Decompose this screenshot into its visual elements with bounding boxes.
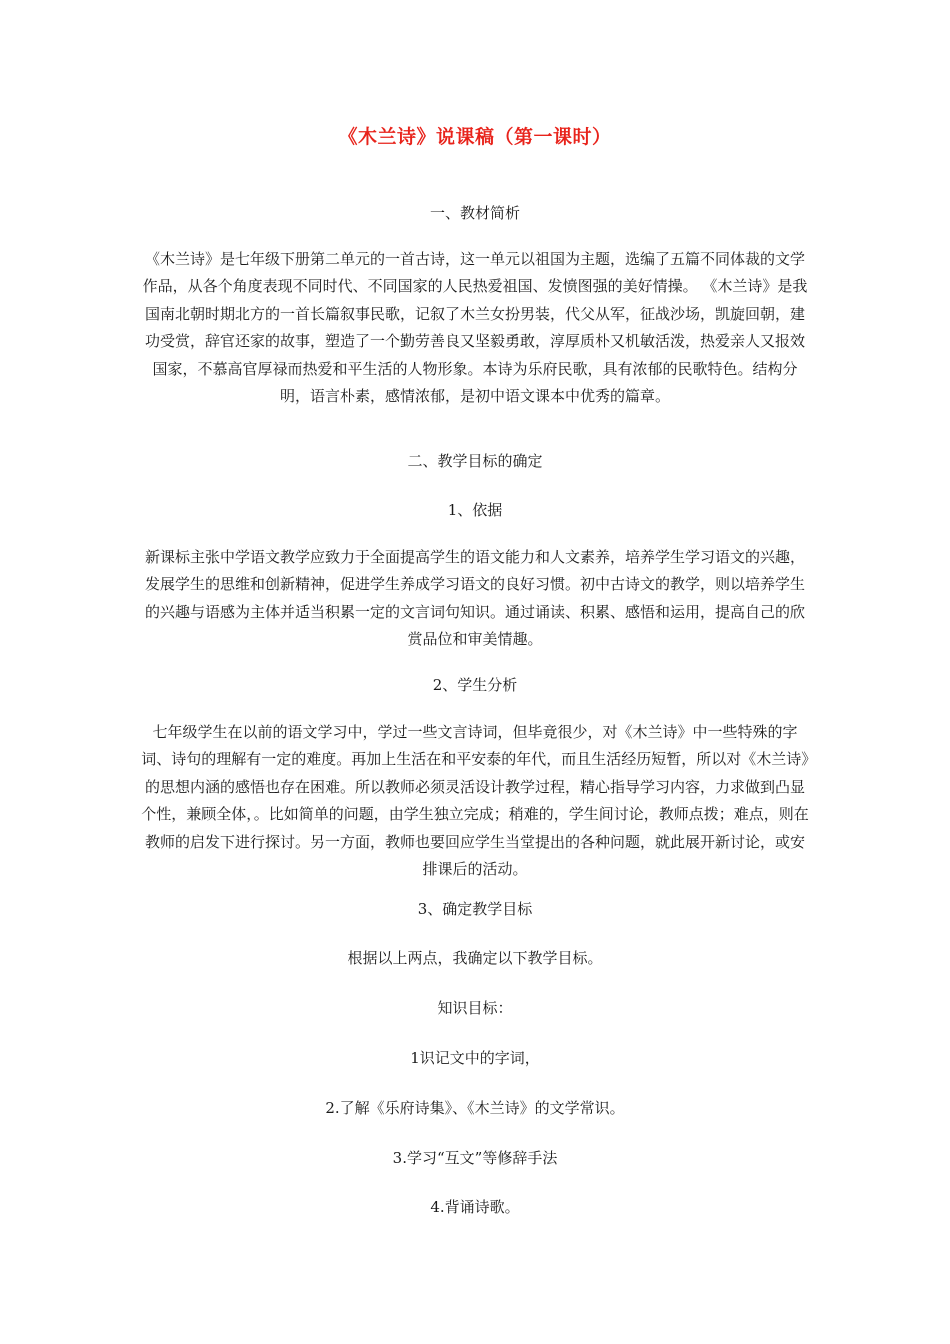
- knowledge-goals-heading: 知识目标：: [437, 999, 513, 1017]
- goal-item: 1识记文中的字词，: [410, 1049, 540, 1067]
- goal-item: 2.了解《乐府诗集》、《木兰诗》的文学常识。: [325, 1099, 625, 1117]
- goal-item: 4.背诵诗歌。: [430, 1198, 520, 1216]
- section-heading-2: 二、教学目标的确定: [407, 452, 543, 470]
- subsection-heading-student-analysis: 2、学生分析: [432, 676, 518, 694]
- paragraph-student-analysis: 七年级学生在以前的语文学习中，学过一些文言诗词，但毕竟很少，对《木兰诗》中一些特殊的字词、诗句的理解有一定的难度。再加上生活在和平安泰的年代，而且生活经历短暂，所以对《木兰诗》的思想内涵的感悟也存在困难。所以教师必须灵活设计教学过程，精心指导学习内容，力求做到凸显个性，兼顾全体，。比如简单的问题，由学生独立完成；稍难的，学生间讨论，教师点拨；难点，则在教师的启发下进行探讨。另一方面，教师也要回应学生当堂提出的各种问题，就此展开新讨论，或安排课后的活动。: [141, 723, 809, 879]
- goal-item: 3.学习“互文”等修辞手法: [392, 1149, 558, 1167]
- section-heading-1: 一、教材简析: [429, 204, 520, 222]
- subsection-heading-basis: 1、依据: [447, 501, 503, 519]
- paragraph-basis: 新课标主张中学语文教学应致力于全面提高学生的语文能力和人文素养，培养学生学习语文的兴趣，发展学生的思维和创新精神，促进学生养成学习语文的良好习惯。初中古诗文的教学，则以培养学生的兴趣与语感为主体并适当积累一定的文言词句知识。通过诵读、积累、感悟和运用，提高自己的欣赏品位和审美情趣。: [144, 548, 805, 649]
- subsection-heading-teaching-goals: 3、确定教学目标: [417, 900, 533, 918]
- document-title: 《木兰诗》说课稿（第一课时）: [338, 126, 612, 148]
- paragraph-textbook-analysis: 《木兰诗》是七年级下册第二单元的一首古诗，这一单元以祖国为主题，选编了五篇不同体裁的文学作品，从各个角度表现不同时代、不同国家的人民热爱祖国、发愤图强的美好情操。 《木兰诗》是我国南北朝时期北方的一首长篇叙事民歌，记叙了木兰女扮男装，代父从军，征战沙场，凯旋回朝，建功受赏，辞官还家的故事，塑造了一个勤劳善良又坚毅勇敢，淳厚质朴又机敏活泼，热爱亲人又报效国家，不慕高官厚禄而热爱和平生活的人物形象。本诗为乐府民歌，具有浓郁的民歌特色。结构分明，语言朴素，感情浓郁，是初中语文课本中优秀的篇章。: [142, 250, 808, 406]
- goals-intro: 根据以上两点，我确定以下教学目标。: [347, 949, 603, 967]
